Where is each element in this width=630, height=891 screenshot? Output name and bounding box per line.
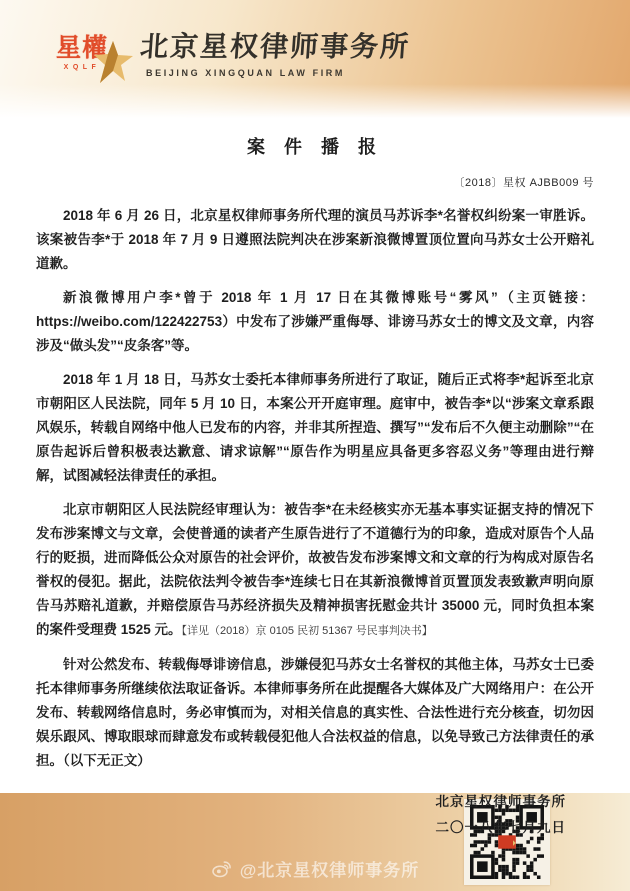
firm-name-cn: 北京星权律师事务所: [138, 32, 412, 63]
weibo-watermark: [0, 856, 630, 881]
document-title: 案 件 播 报: [246, 137, 383, 157]
paragraph-1: 2018 年 6 月 26 日，北京星权律师事务所代理的演员马苏诉李*名誉权纠纷案一审胜诉。该案被告李*于 2018 年 7 月 9 日遵照法院判决在涉案新浪微博置顶位置向马苏女士公开赔礼道歉。: [36, 208, 594, 271]
signature-firm: 北京星权律师事务所: [435, 794, 566, 809]
signature-block: [36, 789, 594, 841]
paragraph-2: 新浪微博用户李*曾于 2018 年 1 月 17 日在其微博账号“雾风”（主页链接：https://weibo.com/122422753）中发布了涉嫌严重侮辱、诽谤马苏女士的博文及文章，内容涉及“做头发”“皮条客”等。: [36, 290, 594, 353]
paragraph-4: [36, 498, 594, 643]
paragraphs: [36, 204, 594, 773]
weibo-icon: [211, 858, 233, 880]
paragraph-4-text: 北京市朝阳区人民法院经审理认为：被告李*在未经核实亦无基本事实证据支持的情况下发布涉案博文与文章，会使普通的读者产生原告进行了不道德行为的印象，造成对原告个人品行的贬损，进而降低公众对原告的社会评价，故被告发布涉案博文和文章的行为构成对原告名誉权的侵犯。据此，法院依法判令被告李*连续七日在其新浪微博首页置顶发表致歉声明向原告马苏赔礼道歉，并赔偿原告马苏经济损失及精神损害抚慰金共计 35000 元，同时负担本案的案件受理费 1525 元。: [36, 502, 594, 637]
document-number: 〔2018〕星权 AJBB009 号: [453, 177, 594, 189]
paragraph-5: 针对公然发布、转载侮辱诽谤信息，涉嫌侵犯马苏女士名誉权的其他主体，马苏女士已委托本律师事务所继续依法取证备诉。本律师事务所在此提醒各大媒体及广大网络用户：在公开发布、转载网络信息时，务必审慎而为，对相关信息的真实性、合法性进行充分核查，切勿因娱乐跟风、博取眼球而肆意发布或转载侵犯他人合法权益的信息，以免导致己方法律责任的承担。（以下无正文）: [36, 657, 594, 768]
watermark-text: @北京星权律师事务所: [239, 861, 420, 880]
paragraph-3: 2018 年 1 月 18 日，马苏女士委托本律师事务所进行了取证，随后正式将李*起诉至北京市朝阳区人民法院，同年 5 月 10 日，本案公开开庭审理。庭审中，被告李*以“涉案文章系跟风娱乐，转载自网络中他人已发布的内容，并非其所捏造、撰写”“发布后不久便主动删除”“在原告起诉后曾积极表达歉意、请求谅解”“原告作为明星应具备更多容忍义务”等理由进行辩解，试图减轻法律责任的承担。: [36, 372, 594, 483]
seal-abbreviation: XQLF: [63, 64, 101, 71]
firm-name-en: BEIJING XINGQUAN LAW FIRM: [146, 67, 346, 78]
seal-characters: 星權: [55, 35, 108, 62]
judgment-reference: 【详见（2018）京 0105 民初 51367 号民事判决书】: [181, 625, 433, 637]
signature-date: 二〇一八年七月九日: [435, 820, 566, 835]
